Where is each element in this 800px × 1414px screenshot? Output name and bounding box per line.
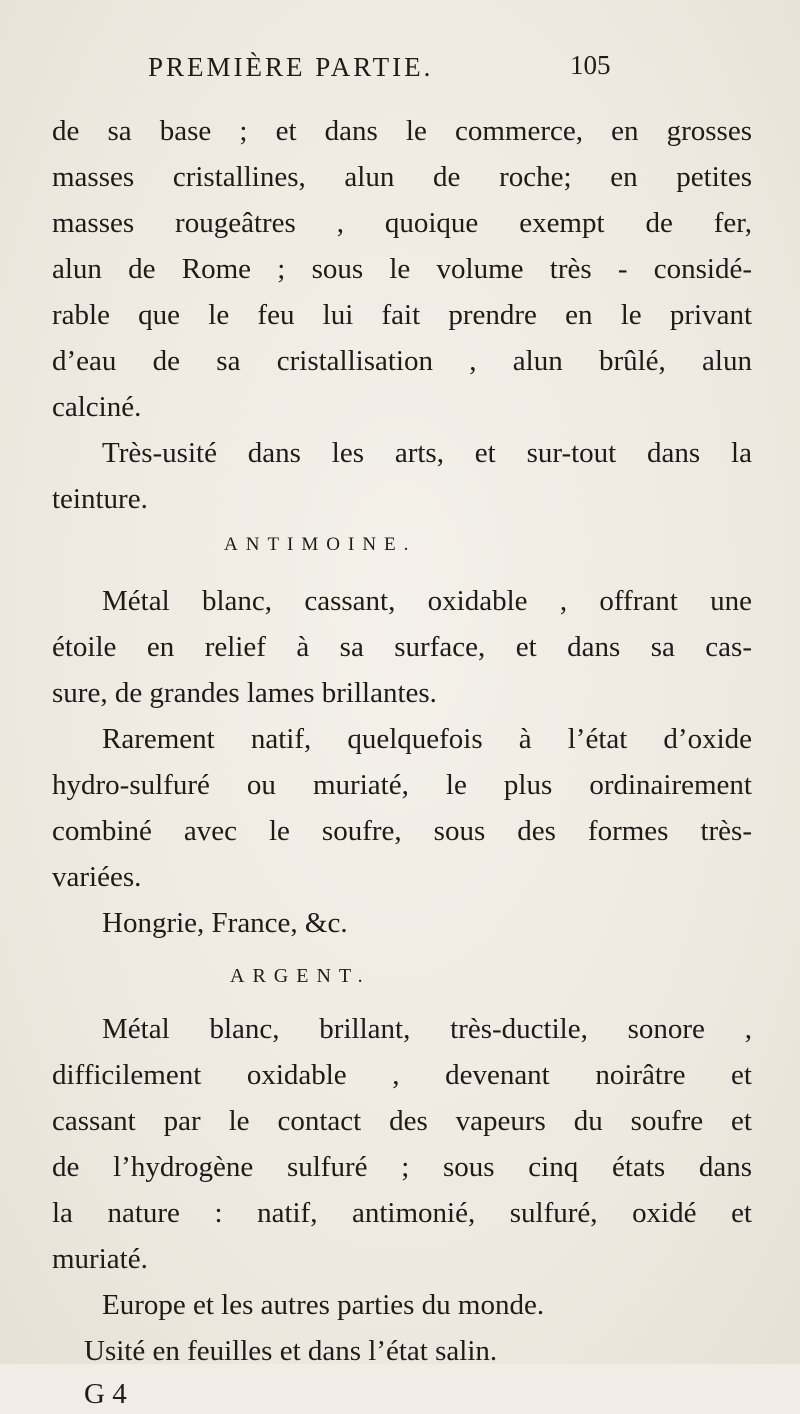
text-line: sure, de grandes lames brillantes. [52, 677, 437, 709]
text-line: de l’hydrogène sulfuré ; sous cinq états dans [52, 1151, 752, 1183]
text-line: Très-usité dans les arts, et sur-tout dans la [102, 437, 752, 469]
text-line: hydro-sulfuré ou muriaté, le plus ordinairement [52, 769, 752, 801]
text-line: cassant par le contact des vapeurs du soufre et [52, 1105, 752, 1137]
section-heading-argent: ARGENT. [230, 965, 371, 987]
text-line: la nature : natif, antimonié, sulfuré, oxidé et [52, 1197, 752, 1229]
section-heading-antimoine: ANTIMOINE. [224, 534, 417, 555]
paragraph-alun-tail [52, 108, 752, 430]
paragraph-argent-description [52, 1006, 752, 1282]
paragraph-alun-usage [52, 430, 752, 522]
text-line: calciné. [52, 391, 142, 423]
running-title: PREMIÈRE PARTIE. [148, 52, 434, 82]
text-line: alun de Rome ; sous le volume très - considé- [52, 253, 752, 285]
text-line: combiné avec le soufre, sous des formes très- [52, 815, 752, 847]
paragraph-antimoine-occurrence [52, 716, 752, 900]
text-line: Rarement natif, quelquefois à l’état d’oxide [102, 723, 752, 755]
text-line: difficilement oxidable , devenant noirâtre et [52, 1059, 752, 1091]
text-line: masses rougeâtres , quoique exempt de fer, [52, 207, 752, 239]
text-line: Europe et les autres parties du monde. [102, 1289, 545, 1321]
text-line: muriaté. [52, 1243, 148, 1275]
paragraph-argent-usage [52, 1328, 752, 1374]
page-number: 105 [570, 50, 611, 80]
paragraph-antimoine-localities [52, 900, 752, 946]
text-line: Hongrie, France, &c. [102, 907, 348, 939]
paragraph-argent-localities [52, 1282, 752, 1328]
text-line: Usité en feuilles et dans l’état salin. [84, 1335, 498, 1367]
signature-mark: G 4 [84, 1378, 127, 1410]
text-line: variées. [52, 861, 142, 893]
paragraph-antimoine-description [52, 578, 752, 716]
text-line: teinture. [52, 483, 148, 515]
text-line: Métal blanc, cassant, oxidable , offrant une [102, 585, 752, 617]
text-line: Métal blanc, brillant, très-ductile, sonore , [102, 1013, 752, 1045]
page-body [52, 108, 752, 1414]
text-line: étoile en relief à sa surface, et dans sa cas- [52, 631, 752, 663]
text-line: d’eau de sa cristallisation , alun brûlé, alun [52, 345, 752, 377]
text-line: masses cristallines, alun de roche; en petites [52, 161, 752, 193]
text-line: rable que le feu lui fait prendre en le privant [52, 299, 752, 331]
text-line: de sa base ; et dans le commerce, en grosses [52, 115, 752, 147]
